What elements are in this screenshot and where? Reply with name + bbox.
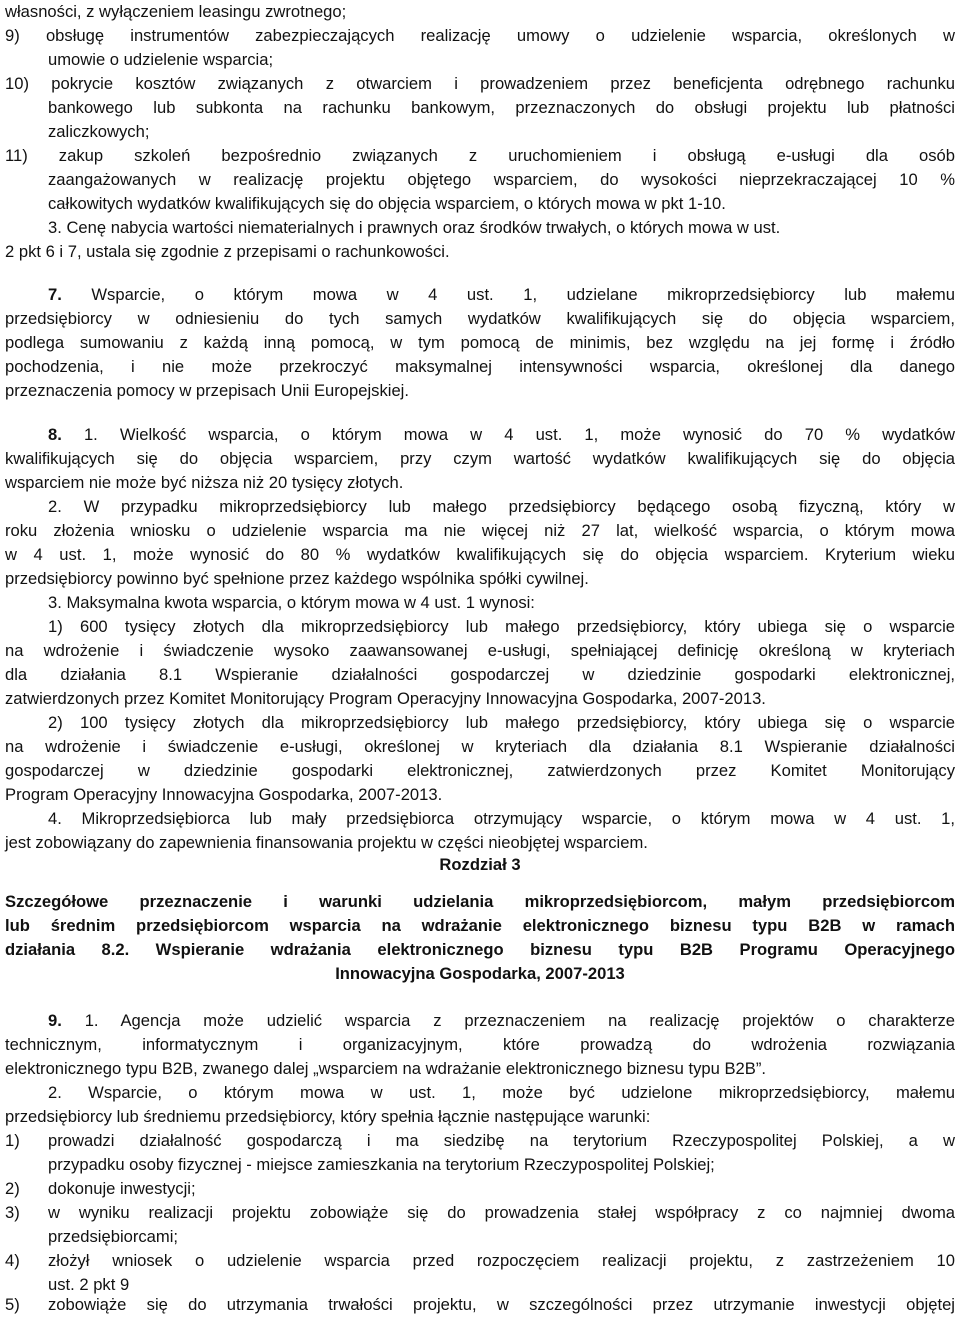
text-line: przedsiębiorcy powinno być spełnione przez każdego wspólnika spółki cywilnej. <box>5 569 589 588</box>
text-line: na wdrożenie i świadczenie wysoko zaawansowanej e-usługi, spełniającej definicję określoną w kryteriach <box>5 641 955 660</box>
item-number: 4) <box>5 1251 20 1270</box>
text-line: umowie o udzielenie wsparcia; <box>48 50 274 69</box>
section-9-first-line <box>48 1009 955 1033</box>
paragraph-2: 2. W przypadku mikroprzedsiębiorcy lub małego przedsiębiorcy będącego osobą fizyczną, który w <box>48 497 955 516</box>
text-line: 1. Agencja może udzielić wsparcia z przeznaczeniem na realizację projektów o charakterze <box>84 1011 955 1030</box>
condition-item-2 <box>5 1177 955 1201</box>
text-line: technicznym, informatycznym i organizacyjnym, które prowadzą do wdrożenia rozwiązania <box>5 1035 955 1054</box>
section-7-first-line <box>48 283 955 307</box>
text-line: ust. 2 pkt 9 <box>48 1275 130 1294</box>
text-line: 1. Wielkość wsparcia, o którym mowa w 4 ust. 1, może wynosić do 70 % wydatków <box>83 425 955 444</box>
text-line: jest zobowiązany do zapewnienia finansowania projektu w części nieobjętej wsparciem. <box>5 833 648 852</box>
text-line: zatwierdzonych przez Komitet Monitorujący Program Operacyjny Innowacyjna Gospodarka, 2007-2013. <box>5 689 766 708</box>
chapter-title-line: Innowacyjna Gospodarka, 2007-2013 <box>335 964 625 983</box>
text-line: własności, z wyłączeniem leasingu zwrotnego; <box>5 2 347 21</box>
text-line: pochodzenia, i nie może przekroczyć maksymalnej intensywności wsparcia, określonej dla danego <box>5 357 955 376</box>
text-line: w wyniku realizacji projektu zobowiąże się do prowadzenia stałej współpracy z co najmniej dwoma <box>48 1203 955 1222</box>
condition-item-3 <box>5 1201 955 1225</box>
text-line: zaangażowanych w realizację projektu objętego wsparciem, do wysokości nieprzekraczającej 10 % <box>48 170 955 189</box>
list-item-1: 1) 600 tysięcy złotych dla mikroprzedsiębiorcy lub małego przedsiębiorcy, który ubiega się o wsparcie <box>48 617 955 636</box>
list-item-10: 10) pokrycie kosztów związanych z otwarciem i prowadzeniem przez beneficjenta odrębnego rachunku <box>5 74 955 93</box>
chapter-title-line: lub średnim przedsiębiorcom wsparcia na wdrażanie elektronicznego biznesu typu B2B w ramach <box>5 916 955 935</box>
text-line: przedsiębiorcami; <box>48 1227 179 1246</box>
text-line: złożył wniosek o udzielenie wsparcia przed rozpoczęciem realizacji projektu, z zastrzeżeniem 10 <box>48 1251 955 1270</box>
text-line: elektronicznego typu B2B, zwanego dalej „wsparciem na wdrażanie elektronicznego biznesu typu B2B”. <box>5 1059 766 1078</box>
text-line: przeznaczenia pomocy w przepisach Unii Europejskiej. <box>5 381 409 400</box>
condition-item-4 <box>5 1249 955 1273</box>
text-line: przedsiębiorcy lub średniemu przedsiębiorcy, który spełnia łącznie następujące warunki: <box>5 1107 651 1126</box>
text-line: roku złożenia wniosku o udzielenie wsparcia ma nie więcej niż 27 lat, wielkość wsparcia, o którym mowa <box>5 521 955 540</box>
text-line: dokonuje inwestycji; <box>48 1179 196 1198</box>
text-line: wsparciem nie może być niższa niż 20 tysięcy złotych. <box>5 473 404 492</box>
paragraph-2: 2. Wsparcie, o którym mowa w ust. 1, może być udzielone mikroprzedsiębiorcy, małemu <box>48 1083 955 1102</box>
text-line: kwalifikujących się do objęcia wsparciem, przy czym wartość wydatków kwalifikujących się do objęcia <box>5 449 955 468</box>
section-marker-9: 9. <box>48 1011 62 1030</box>
paragraph-4: 4. Mikroprzedsiębiorca lub mały przedsiębiorca otrzymujący wsparcie, o którym mowa w 4 ust. 1, <box>48 809 955 828</box>
text-line: bankowego lub subkonta na rachunku bankowym, przeznaczonych do obsługi projektu lub płatności <box>48 98 955 117</box>
chapter-title-line: działania 8.2. Wspieranie wdrażania elektronicznego biznesu typu B2B Programu Operacyjnego <box>5 940 955 959</box>
text-line: przedsiębiorcy w odniesieniu do tych samych wydatków kwalifikujących się do objęcia wsparciem, <box>5 309 955 328</box>
text-line: dla działania 8.1 Wspieranie działalności gospodarczej w dziedzinie gospodarki elektronicznej, <box>5 665 955 684</box>
condition-item-1 <box>5 1129 955 1153</box>
text-line: Wsparcie, o którym mowa w 4 ust. 1, udzielane mikroprzedsiębiorcy lub małemu <box>91 285 955 304</box>
section-marker-7: 7. <box>48 285 62 304</box>
section-marker-8: 8. <box>48 425 62 444</box>
item-number: 1) <box>5 1131 20 1150</box>
chapter-heading: Rozdział 3 <box>439 855 521 874</box>
item-number: 5) <box>5 1295 20 1314</box>
text-line: 2 pkt 6 i 7, ustala się zgodnie z przepisami o rachunkowości. <box>5 242 450 261</box>
text-line: zobowiąże się do utrzymania trwałości projektu, w szczególności przez utrzymanie inwestycji objętej <box>48 1295 955 1314</box>
text-line: całkowitych wydatków kwalifikujących się do objęcia wsparciem, o których mowa w pkt 1-10. <box>48 194 726 213</box>
text-line: przypadku osoby fizycznej - miejsce zamieszkania na terytorium Rzeczypospolitej Polskiej; <box>48 1155 715 1174</box>
text-line: prowadzi działalność gospodarczą i ma siedzibę na terytorium Rzeczypospolitej Polskiej, a w <box>48 1131 955 1150</box>
paragraph-3: 3. Maksymalna kwota wsparcia, o którym mowa w 4 ust. 1 wynosi: <box>48 593 535 612</box>
text-line: zaliczkowych; <box>48 122 150 141</box>
condition-item-5 <box>5 1293 955 1317</box>
text-line: gospodarczej w dziedzinie gospodarki elektronicznej, zatwierdzonych przez Komitet Monitorujący <box>5 761 955 780</box>
list-item-9: 9) obsługę instrumentów zabezpieczających realizację umowy o udzielenie wsparcia, określonych w <box>5 26 955 45</box>
section-8-first-line <box>48 423 955 447</box>
text-line: podlega sumowaniu z każdą inną pomocą, w tym pomocą de minimis, bez względu na jej formę i źródło <box>5 333 955 352</box>
text-line: w 4 ust. 1, może wynosić do 80 % wydatków kwalifikujących się do objęcia wsparciem. Kryterium wieku <box>5 545 955 564</box>
text-line: Program Operacyjny Innowacyjna Gospodarka, 2007-2013. <box>5 785 443 804</box>
paragraph-3: 3. Cenę nabycia wartości niematerialnych i prawnych oraz środków trwałych, o których mowa w ust. <box>48 218 781 237</box>
list-item-11: 11) zakup szkoleń bezpośrednio związanych z uruchomieniem i obsługą e-usługi dla osób <box>5 146 955 165</box>
item-number: 2) <box>5 1179 20 1198</box>
chapter-title-line: Szczegółowe przeznaczenie i warunki udzielania mikroprzedsiębiorcom, małym przedsiębiorcom <box>5 892 955 911</box>
item-number: 3) <box>5 1203 20 1222</box>
list-item-2: 2) 100 tysięcy złotych dla mikroprzedsiębiorcy lub małego przedsiębiorcy, który ubiega się o wsparcie <box>48 713 955 732</box>
text-line: na wdrożenie i świadczenie e-usługi, określonej w kryteriach dla działania 8.1 Wspieranie działalności <box>5 737 955 756</box>
